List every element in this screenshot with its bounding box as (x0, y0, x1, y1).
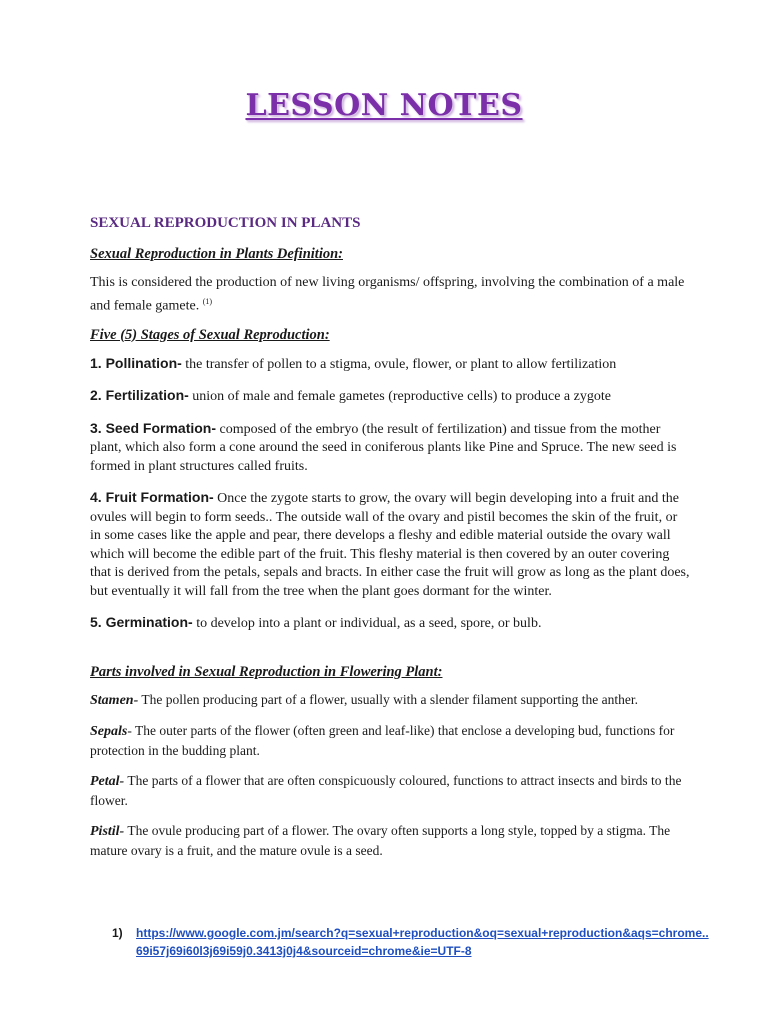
stage-term: 5. Germination- (90, 614, 193, 631)
stage-term: 2. Fertilization- (90, 387, 189, 404)
spacer (90, 646, 690, 664)
part-text: - The outer parts of the flower (often green and leaf-like) that enclose a developing bud, functions for protection in the budding plant. (90, 723, 675, 758)
stage-text: composed of the embryo (the result of fertilization) and tissue from the mother plant, which also form a cone around the seed in coniferous plants like Pine and Spruce. The new seed is formed in plant structures called fruits. (90, 421, 677, 474)
stage-text: to develop into a plant or individual, as a seed, spore, or bulb. (192, 616, 542, 632)
part-text: The ovule producing part of a flower. The ovary often supports a long style, topped by a stigma. The mature ovary is a fruit, and the mature ovule is a seed. (90, 823, 671, 858)
part-text: The parts of a flower that are often conspicuously coloured, functions to attract insects and birds to the flower. (90, 773, 682, 808)
part-item (90, 772, 690, 810)
stage-term: 4. Fruit Formation- (90, 489, 214, 506)
definition-text: This is considered the production of new living organisms/ offspring, involving the combination of a male and female gamete. (90, 275, 685, 314)
definition-heading: Sexual Reproduction in Plants Definition: (90, 246, 343, 262)
part-term: Pistil- (90, 824, 125, 840)
part-text: The pollen producing part of a flower, usually with a slender filament supporting the anther. (138, 691, 638, 707)
part-term: Petal- (90, 774, 125, 790)
reference-link[interactable]: https://www.google.com.jm/search?q=sexual+reproduction&oq=sexual+reproduction&aqs=chrome..69i57j69i60l3j69i59j0.3413j0j4&sourceid=chrome&ie=UTF-8 (136, 926, 709, 958)
stage-item (90, 386, 690, 407)
stage-item (90, 488, 690, 601)
citation-marker: (1) (202, 297, 213, 306)
part-item (90, 722, 690, 760)
references-list (112, 924, 712, 960)
stage-item (90, 613, 690, 634)
stage-text: Once the zygote starts to grow, the ovary will begin developing into a fruit and the ovules will begin to form seeds.. The outside wall of the ovary and pistil becomes the skin of the fruit, or in some cases like the apple and pear, there develops a fleshy and edible material outside the ovary wall which will become the edible part of the fruit. This fleshy material is then covered by an outer covering that is derived from the petals, sepals and bracts. In either case the fruit will grow as long as the plant does, but eventually it will fall from the tree when the plant goes dormant for the winter. (90, 491, 690, 599)
part-item (90, 691, 690, 711)
part-term: Stamen- (90, 692, 139, 708)
reference-number: 1) (112, 926, 123, 940)
document-body (90, 215, 690, 872)
definition-paragraph (90, 273, 690, 316)
stages-heading: Five (5) Stages of Sexual Reproduction: (90, 326, 330, 343)
section-heading: SEXUAL REPRODUCTION IN PLANTS (90, 215, 361, 231)
part-item (90, 822, 690, 860)
stage-term: 3. Seed Formation- (90, 419, 217, 436)
stage-term: 1. Pollination- (90, 354, 182, 371)
part-term: Sepals (90, 724, 128, 740)
parts-heading: Parts involved in Sexual Reproduction in Flowering Plant: (90, 663, 443, 680)
page-title: LESSON NOTES (245, 88, 523, 123)
stage-item (90, 419, 690, 477)
stage-text: union of male and female gametes (reproductive cells) to produce a zygote (188, 389, 611, 405)
stage-text: the transfer of pollen to a stigma, ovule, flower, or plant to allow fertilization (181, 356, 617, 372)
stage-item (90, 354, 690, 375)
